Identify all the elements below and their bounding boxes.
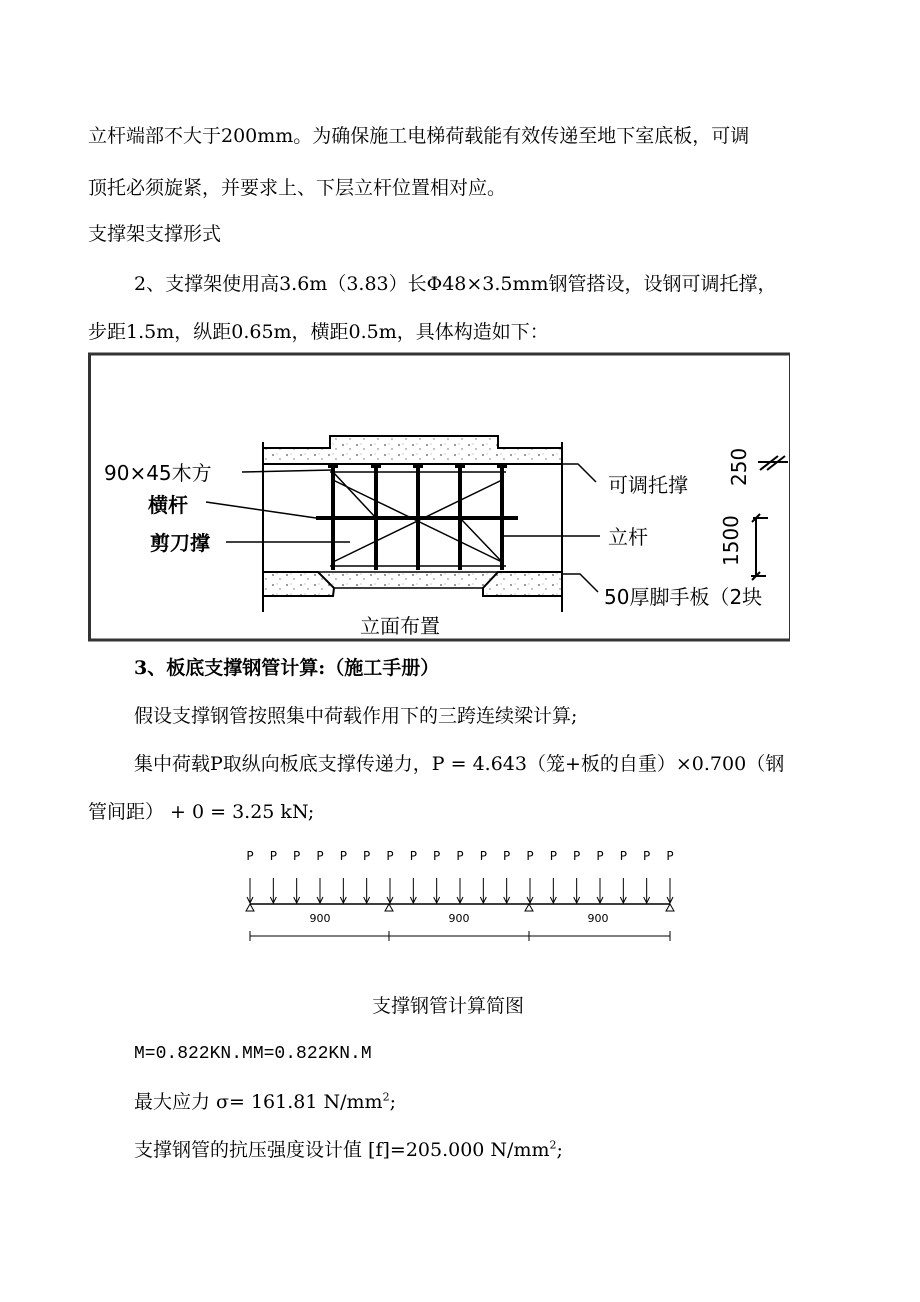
load-label: P <box>503 849 511 863</box>
support <box>525 904 533 911</box>
load-label: P <box>456 849 464 863</box>
load-label: P <box>409 849 417 863</box>
span-label-2: 900 <box>448 912 470 925</box>
load-label: P <box>433 849 441 863</box>
stress-punct: ; <box>389 1091 396 1113</box>
label-scissor: 剪刀撑 <box>150 531 210 555</box>
paragraph-4: 2、支撑架使用高3.6m（3.83）长Φ48×3.5mm钢管搭设，设钢可调托撑， <box>134 273 777 295</box>
stress-superscript: 2 <box>382 1090 390 1104</box>
construction-elevation-figure <box>88 352 790 642</box>
paragraph-5: 步距1.5m，纵距0.65m，横距0.5m，具体构造如下： <box>88 321 549 343</box>
section-label: 支撑架支撑形式 <box>88 223 222 245</box>
dim-250: 250 <box>727 447 751 486</box>
paragraph-8: 管间距） + 0 = 3.25 kN; <box>88 801 315 823</box>
point-loads <box>246 849 673 903</box>
load-label: P <box>246 849 254 863</box>
paragraph-moment: M=0.822KN.MM=0.822KN.M <box>134 1044 372 1064</box>
load-label: P <box>573 849 581 863</box>
section-heading-3: 3、板底支撑钢管计算:（施工手册） <box>134 657 440 679</box>
support <box>246 904 254 911</box>
strength-superscript: 2 <box>549 1138 557 1152</box>
load-label: P <box>293 849 301 863</box>
load-label: P <box>479 849 487 863</box>
load-label: P <box>643 849 651 863</box>
paragraph-stress <box>134 1090 396 1114</box>
strength-text: 支撑钢管的抗压强度设计值 [f]=205.000 N/mm <box>134 1139 550 1161</box>
beam-load-diagram <box>240 840 680 948</box>
support <box>666 904 674 911</box>
load-label: P <box>386 849 394 863</box>
span-label-1: 900 <box>309 912 331 925</box>
strength-punct: ; <box>556 1139 563 1161</box>
load-label: P <box>619 849 627 863</box>
load-label: P <box>549 849 557 863</box>
label-board: 50厚脚手板（2块 <box>604 585 763 609</box>
paragraph-1: 立杆端部不大于200mm。为确保施工电梯荷载能有效传递至地下室底板，可调 <box>88 125 750 147</box>
paragraph-2: 顶托必须旋紧，并要求上、下层立杆位置相对应。 <box>88 177 507 199</box>
beam-diagram-caption: 支撑钢管计算简图 <box>372 995 525 1017</box>
label-elevation-caption: 立面布置 <box>360 614 440 638</box>
supports <box>246 904 674 911</box>
load-label: P <box>339 849 347 863</box>
paragraph-7: 集中荷载P取纵向板底支撑传递力，P = 4.643（笼+板的自重）×0.700（钢 <box>134 753 785 775</box>
load-label: P <box>269 849 277 863</box>
label-post: 立杆 <box>608 525 648 549</box>
label-top-support: 可调托撑 <box>608 473 688 497</box>
load-label: P <box>526 849 534 863</box>
support <box>385 904 393 911</box>
label-ledger: 横杆 <box>148 493 188 517</box>
load-label: P <box>363 849 371 863</box>
span-label-3: 900 <box>587 912 609 925</box>
paragraph-6: 假设支撑钢管按照集中荷载作用下的三跨连续梁计算; <box>134 705 578 727</box>
load-label: P <box>316 849 324 863</box>
load-label: P <box>596 849 604 863</box>
stress-text: 最大应力 σ= 161.81 N/mm <box>134 1091 383 1113</box>
load-label: P <box>666 849 674 863</box>
dimension-line <box>250 931 670 941</box>
dim-1500: 1500 <box>719 515 743 566</box>
paragraph-strength <box>134 1138 563 1162</box>
label-timber: 90×45木方 <box>104 461 212 485</box>
